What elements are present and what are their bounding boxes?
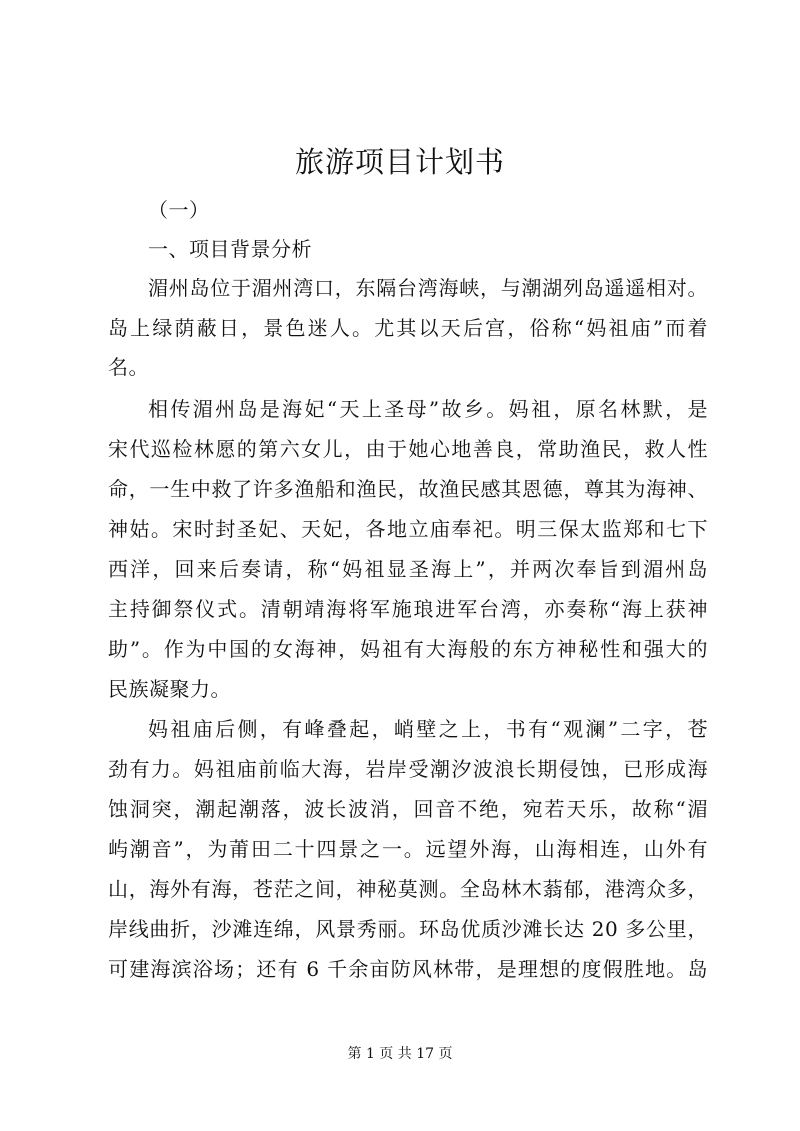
paragraph-line: 西洋，回来后奏请，称“妈祖显圣海上”，并两次奉旨到湄州岛 xyxy=(108,557,708,581)
paragraph-line: 岸线曲折，沙滩连绵，风景秀丽。环岛优质沙滩长达 20 多公里， xyxy=(108,917,708,941)
paragraph-line: 屿潮音”，为莆田二十四景之一。远望外海，山海相连，山外有 xyxy=(108,837,708,861)
paragraph-line: 可建海滨浴场；还有 6 千余亩防风林带，是理想的度假胜地。岛 xyxy=(108,957,708,981)
paragraph-line: 宋代巡检林愿的第六女儿，由于她心地善良，常助渔民，救人性 xyxy=(108,437,708,461)
paragraph-line: 妈祖庙后侧，有峰叠起，峭壁之上，书有“观澜”二字，苍 xyxy=(148,717,708,741)
paragraph-line: 劲有力。妈祖庙前临大海，岩岸受潮汐波浪长期侵蚀，已形成海 xyxy=(108,757,708,781)
paragraph-line: 命，一生中救了许多渔船和渔民，故渔民感其恩德，尊其为海神、 xyxy=(108,477,708,501)
page-footer: 第 1 页 共 17 页 xyxy=(347,1046,453,1062)
paragraph-line: 助”。作为中国的女海神，妈祖有大海般的东方神秘性和强大的 xyxy=(108,637,708,661)
paragraph-line: 湄州岛位于湄州湾口，东隔台湾海峡，与潮湖列岛遥遥相对。 xyxy=(148,276,708,300)
paragraph-line: 蚀洞突，潮起潮落，波长波消，回音不绝，宛若天乐，故称“湄 xyxy=(108,797,708,821)
paragraph-line: 民族凝聚力。 xyxy=(108,677,231,701)
document-title: 旅游项目计划书 xyxy=(294,145,505,179)
paragraph-line: 神姑。宋时封圣妃、天妃，各地立庙奉祀。明三保太监郑和七下 xyxy=(108,517,708,541)
paragraph-line: 山，海外有海，苍茫之间，神秘莫测。全岛林木蓊郁，港湾众多， xyxy=(108,877,708,901)
paragraph-line: 主持御祭仪式。清朝靖海将军施琅进军台湾，亦奏称“海上获神 xyxy=(108,597,708,621)
section-number: （一） xyxy=(148,198,210,222)
section-heading: 一、项目背景分析 xyxy=(148,237,312,261)
paragraph-line: 相传湄州岛是海妃“天上圣母”故乡。妈祖，原名林默，是 xyxy=(148,397,708,421)
paragraph-line: 岛上绿荫蔽日，景色迷人。尤其以天后宫，俗称“妈祖庙”而着 xyxy=(108,316,708,340)
paragraph-line: 名。 xyxy=(108,355,149,379)
